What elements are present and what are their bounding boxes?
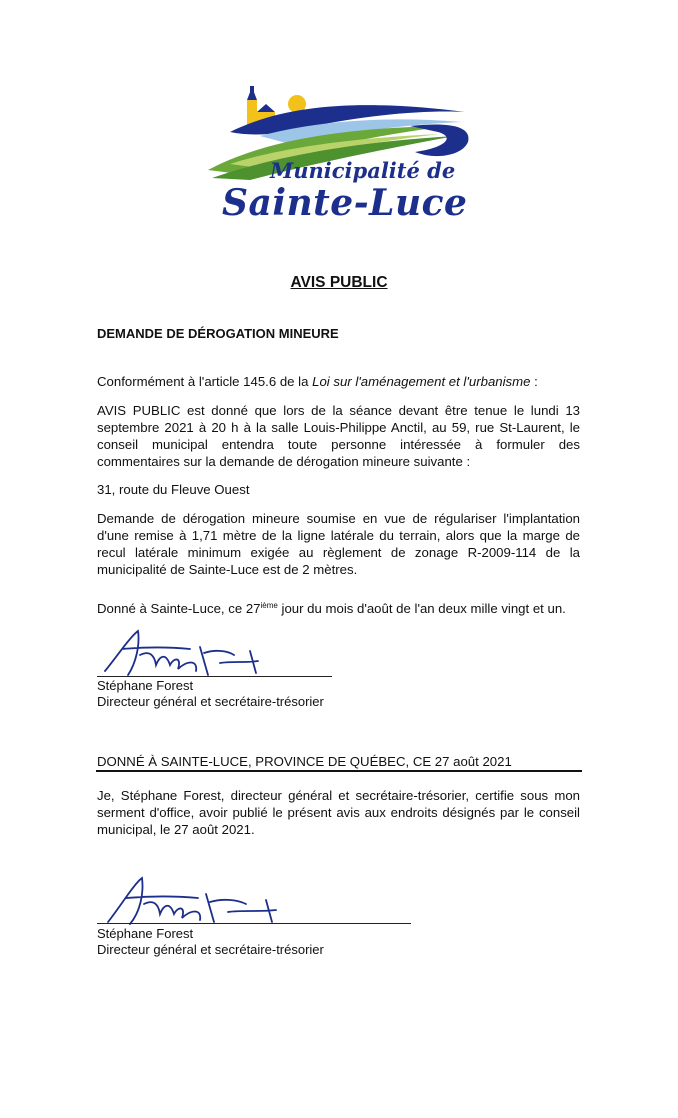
given-prefix: Donné à Sainte-Luce, ce 27 bbox=[97, 601, 261, 616]
logo-text-municipalite: Municipalité de bbox=[270, 158, 456, 183]
signer-role: Directeur général et secrétaire-trésorier bbox=[97, 942, 324, 957]
intro-paragraph bbox=[97, 373, 580, 390]
notice-heading: DEMANDE DE DÉROGATION MINEURE bbox=[97, 326, 339, 341]
certificate-heading: DONNÉ À SAINTE-LUCE, PROVINCE DE QUÉBEC, CE 27 août 2021 bbox=[97, 754, 512, 769]
given-date-line bbox=[97, 600, 580, 617]
certificate-text: Je, Stéphane Forest, directeur général et secrétaire-trésorier, certifie sous mon serment d'office, avoir publié le présent avis aux endroits désignés par le conseil municipal, le 27 août 2021. bbox=[97, 788, 580, 837]
notice-paragraph-1: AVIS PUBLIC est donné que lors de la séance devant être tenue le lundi 13 septembre 2021 à 20 h à la salle Louis-Philippe Anctil, au 59, rue St-Laurent, le conseil municipal entendra toute personne intéressée à formuler des commentaires sur la demande de dérogation mineure suivante : bbox=[97, 403, 580, 469]
signer-role: Directeur général et secrétaire-trésorier bbox=[97, 694, 324, 709]
address-line: 31, route du Fleuve Ouest bbox=[97, 482, 250, 497]
intro-prefix: Conformément à l'article 145.6 de la bbox=[97, 374, 313, 389]
signer-name: Stéphane Forest bbox=[97, 678, 194, 693]
signature-line-1 bbox=[97, 676, 332, 677]
law-title: Loi sur l'aménagement et l'urbanisme bbox=[312, 374, 531, 389]
signer-block-2 bbox=[97, 926, 324, 958]
signature-line-2 bbox=[97, 923, 411, 924]
notice-paragraph-2: Demande de dérogation mineure soumise en vue de régulariser l'implantation d'une remise à 1,71 mètre de la ligne latérale du terrain, alors que la marge de recul latérale minimum exigée au règlement de zonage R-2009-114 de la municipalité de Sainte-Luce est de 2 mètres. bbox=[97, 511, 580, 577]
notice-title: AVIS PUBLIC bbox=[290, 274, 388, 291]
divider bbox=[96, 770, 582, 772]
signer-block-1 bbox=[97, 678, 324, 710]
given-suffix: jour du mois d'août de l'an deux mille vingt et un. bbox=[277, 601, 566, 616]
signer-name: Stéphane Forest bbox=[97, 926, 194, 941]
given-ordinal: ième bbox=[260, 601, 278, 610]
logo-text-sainte-luce: Sainte-Luce bbox=[222, 182, 468, 224]
intro-suffix: : bbox=[530, 374, 538, 389]
